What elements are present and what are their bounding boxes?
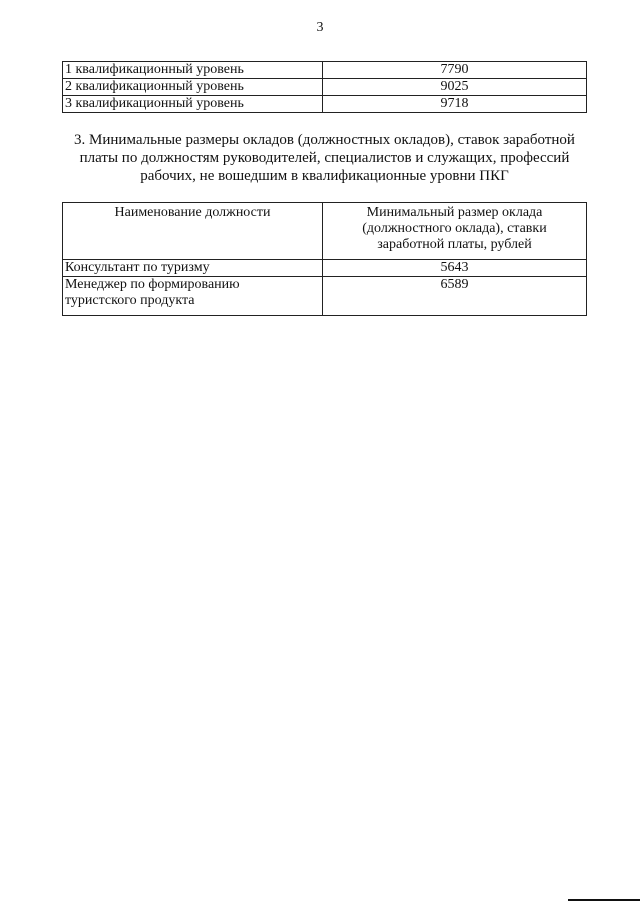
section-3-heading xyxy=(62,131,587,185)
header-min-salary-line: заработной платы, рублей xyxy=(377,237,532,252)
qualification-levels-table xyxy=(62,61,587,113)
page-number: 3 xyxy=(316,20,324,35)
heading-line: платы по должностям руководителей, специалистов и служащих, профессий xyxy=(79,150,570,166)
positions-salary-table xyxy=(62,202,587,316)
position-name xyxy=(63,277,323,316)
header-min-salary xyxy=(323,203,587,260)
table-header-row xyxy=(63,203,587,260)
position-salary: 6589 xyxy=(323,277,587,316)
level-name: 2 квалификационный уровень xyxy=(63,79,323,96)
position-name xyxy=(63,260,323,277)
level-salary: 9718 xyxy=(323,96,587,113)
heading-line: 3. Минимальные размеры окладов (должностных окладов), ставок заработной xyxy=(74,132,575,148)
table-row xyxy=(63,96,587,113)
position-salary: 5643 xyxy=(323,260,587,277)
table-row xyxy=(63,260,587,277)
table-row xyxy=(63,62,587,79)
position-name-line: Консультант по туризму xyxy=(65,260,210,275)
level-salary: 9025 xyxy=(323,79,587,96)
table-row xyxy=(63,277,587,316)
header-min-salary-line: Минимальный размер оклада xyxy=(366,205,543,220)
header-position-name xyxy=(63,203,323,260)
header-min-salary-line: (должностного оклада), ставки xyxy=(362,221,547,236)
bottom-rule xyxy=(568,899,640,901)
position-name-line: Менеджер по формированию xyxy=(65,277,240,292)
level-name: 1 квалификационный уровень xyxy=(63,62,323,79)
level-salary: 7790 xyxy=(323,62,587,79)
heading-line: рабочих, не вошедшим в квалификационные уровни ПКГ xyxy=(140,168,509,184)
header-position-name-text: Наименование должности xyxy=(114,205,271,220)
level-name: 3 квалификационный уровень xyxy=(63,96,323,113)
position-name-line: туристского продукта xyxy=(65,293,195,308)
table-row xyxy=(63,79,587,96)
